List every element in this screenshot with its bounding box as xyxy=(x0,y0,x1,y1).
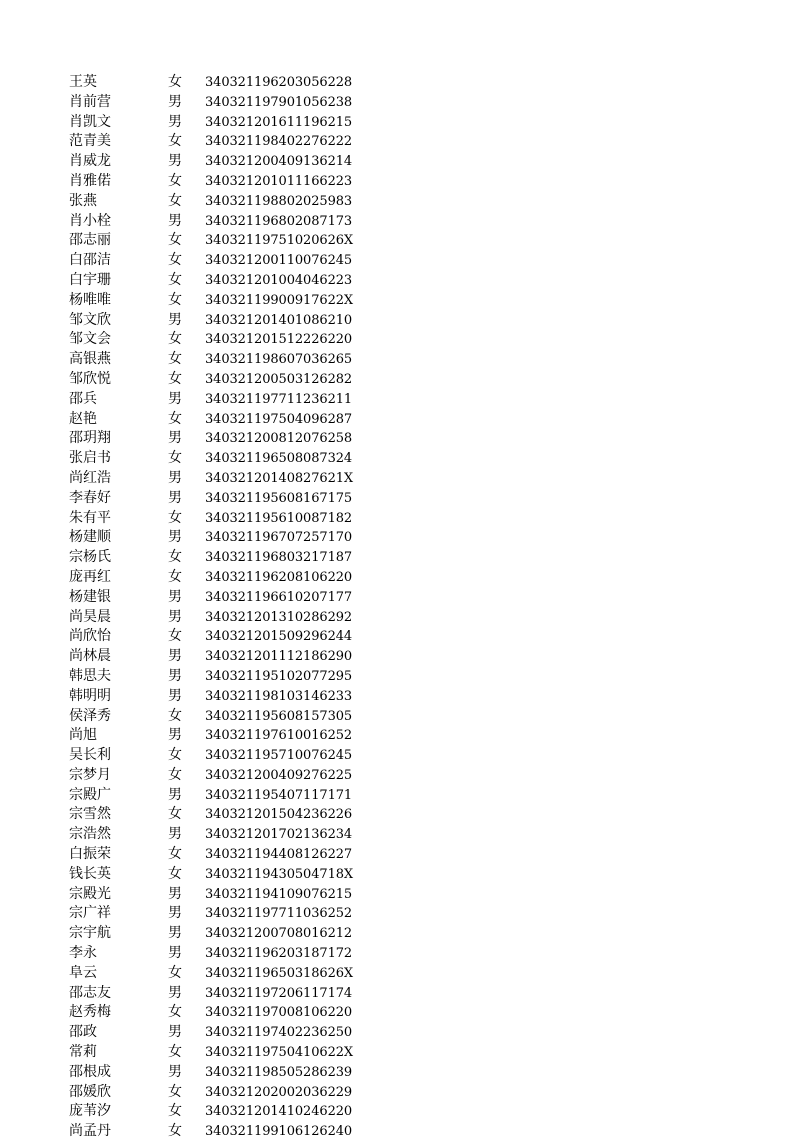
person-name: 庞苇汐 xyxy=(69,1103,111,1120)
person-name: 王英 xyxy=(69,74,97,90)
list-item xyxy=(69,449,369,469)
person-gender: 女 xyxy=(168,747,182,764)
list-item xyxy=(69,410,369,430)
person-name: 白宇珊 xyxy=(69,271,111,288)
list-item xyxy=(69,73,369,93)
list-item xyxy=(69,608,369,628)
person-id-number: 340321201504236226 xyxy=(205,807,353,823)
person-name: 李永 xyxy=(69,945,97,962)
person-gender: 女 xyxy=(168,370,182,387)
person-name: 吴长利 xyxy=(69,747,111,764)
person-gender: 女 xyxy=(168,568,182,585)
person-id-number: 34032119751020626X xyxy=(205,233,354,249)
list-item xyxy=(69,904,369,924)
person-gender: 男 xyxy=(168,826,182,843)
list-item xyxy=(69,93,369,113)
person-id-number: 340321198505286239 xyxy=(205,1064,353,1080)
list-item xyxy=(69,212,369,232)
roster-list xyxy=(69,73,369,1142)
person-id-number: 340321200110076245 xyxy=(205,253,353,269)
person-gender: 男 xyxy=(168,608,182,625)
list-item xyxy=(69,1102,369,1122)
list-item xyxy=(69,627,369,647)
person-gender: 女 xyxy=(168,172,182,189)
person-name: 赵艳 xyxy=(69,410,97,427)
person-gender: 女 xyxy=(168,1004,182,1021)
person-id-number: 340321197206117174 xyxy=(205,985,353,1001)
person-name: 宗雪然 xyxy=(69,806,111,823)
person-gender: 男 xyxy=(168,489,182,506)
person-name: 尚昊晨 xyxy=(69,608,111,625)
list-item xyxy=(69,924,369,944)
person-name: 尚欣怡 xyxy=(69,628,111,645)
person-id-number: 340321196707257170 xyxy=(205,530,353,546)
list-item xyxy=(69,588,369,608)
list-item xyxy=(69,984,369,1004)
person-name: 杨唯唯 xyxy=(69,291,111,308)
list-item xyxy=(69,350,369,370)
list-item xyxy=(69,489,369,509)
person-id-number: 340321200409276225 xyxy=(205,767,353,783)
person-gender: 男 xyxy=(168,93,182,110)
person-gender: 男 xyxy=(168,984,182,1001)
person-id-number: 340321194408126227 xyxy=(205,847,353,863)
person-gender: 男 xyxy=(168,648,182,665)
list-item xyxy=(69,568,369,588)
list-item xyxy=(69,132,369,152)
person-gender: 男 xyxy=(168,1024,182,1041)
person-id-number: 340321198607036265 xyxy=(205,352,353,368)
person-id-number: 340321196803217187 xyxy=(205,550,353,566)
person-id-number: 340321196203187172 xyxy=(205,946,353,962)
list-item xyxy=(69,726,369,746)
person-gender: 男 xyxy=(168,786,182,803)
list-item xyxy=(69,1003,369,1023)
person-gender: 男 xyxy=(168,905,182,922)
person-id-number: 340321197610016252 xyxy=(205,728,353,744)
person-gender: 男 xyxy=(168,212,182,229)
person-name: 邹文欣 xyxy=(69,311,111,328)
person-id-number: 340321201509296244 xyxy=(205,629,353,645)
person-name: 白邵洁 xyxy=(69,252,111,269)
person-name: 邹欣悦 xyxy=(69,370,111,387)
person-id-number: 340321196203056228 xyxy=(205,75,353,90)
person-id-number: 340321201401086210 xyxy=(205,312,353,328)
list-item xyxy=(69,509,369,529)
person-id-number: 340321197901056238 xyxy=(205,94,353,110)
person-name: 肖威龙 xyxy=(69,153,111,170)
person-name: 庞再红 xyxy=(69,568,111,585)
list-item xyxy=(69,1023,369,1043)
person-name: 宗殿广 xyxy=(69,786,111,803)
person-name: 阜云 xyxy=(69,964,97,981)
person-name: 杨建顺 xyxy=(69,529,111,546)
person-id-number: 340321196208106220 xyxy=(205,569,353,585)
person-name: 邵媛欣 xyxy=(69,1083,111,1100)
person-id-number: 340321201011166223 xyxy=(205,173,353,189)
person-id-number: 340321195102077295 xyxy=(205,668,353,684)
person-name: 张启书 xyxy=(69,450,111,467)
list-item xyxy=(69,1083,369,1103)
person-id-number: 340321195608167175 xyxy=(205,490,353,506)
person-name: 朱有平 xyxy=(69,509,111,526)
list-item xyxy=(69,647,369,667)
person-id-number: 340321197008106220 xyxy=(205,1005,353,1021)
list-item xyxy=(69,786,369,806)
list-item xyxy=(69,192,369,212)
person-gender: 男 xyxy=(168,667,182,684)
list-item xyxy=(69,271,369,291)
person-gender: 女 xyxy=(168,74,182,90)
person-gender: 女 xyxy=(168,846,182,863)
person-gender: 男 xyxy=(168,469,182,486)
person-name: 宗梦月 xyxy=(69,766,111,783)
person-gender: 女 xyxy=(168,291,182,308)
person-name: 邵志友 xyxy=(69,984,111,1001)
person-id-number: 34032119650318626X xyxy=(205,965,354,981)
person-name: 高银燕 xyxy=(69,351,111,368)
person-gender: 女 xyxy=(168,509,182,526)
person-name: 韩明明 xyxy=(69,687,111,704)
list-item xyxy=(69,1122,369,1142)
person-id-number: 34032120140827621X xyxy=(205,470,354,486)
person-gender: 男 xyxy=(168,390,182,407)
list-item xyxy=(69,865,369,885)
person-name: 邵政 xyxy=(69,1024,97,1041)
person-id-number: 340321201702136234 xyxy=(205,827,353,843)
person-id-number: 34032119430504718X xyxy=(205,866,354,882)
list-item xyxy=(69,707,369,727)
list-item xyxy=(69,469,369,489)
person-name: 邵志丽 xyxy=(69,232,111,249)
person-id-number: 340321196610207177 xyxy=(205,589,353,605)
person-id-number: 340321201112186290 xyxy=(205,649,353,665)
person-gender: 女 xyxy=(168,331,182,348)
list-item xyxy=(69,251,369,271)
person-id-number: 34032119750410622X xyxy=(205,1045,354,1061)
person-name: 韩思夫 xyxy=(69,667,111,684)
person-gender: 男 xyxy=(168,529,182,546)
person-name: 邵玥翔 xyxy=(69,430,111,447)
person-id-number: 340321199106126240 xyxy=(205,1124,353,1140)
list-item xyxy=(69,291,369,311)
person-id-number: 340321200503126282 xyxy=(205,371,353,387)
person-name: 宗杨氏 xyxy=(69,549,111,566)
person-gender: 男 xyxy=(168,430,182,447)
person-id-number: 340321202002036229 xyxy=(205,1084,353,1100)
person-gender: 女 xyxy=(168,450,182,467)
list-item xyxy=(69,311,369,331)
person-gender: 女 xyxy=(168,1044,182,1061)
list-item xyxy=(69,845,369,865)
person-id-number: 340321201611196215 xyxy=(205,114,353,130)
person-gender: 女 xyxy=(168,549,182,566)
person-gender: 女 xyxy=(168,707,182,724)
person-id-number: 340321197402236250 xyxy=(205,1025,353,1041)
person-gender: 女 xyxy=(168,133,182,150)
person-gender: 男 xyxy=(168,925,182,942)
person-gender: 女 xyxy=(168,1103,182,1120)
list-item xyxy=(69,687,369,707)
list-item xyxy=(69,964,369,984)
list-item xyxy=(69,330,369,350)
person-gender: 女 xyxy=(168,1123,182,1140)
person-gender: 女 xyxy=(168,964,182,981)
person-name: 钱长英 xyxy=(69,865,111,882)
list-item xyxy=(69,825,369,845)
person-id-number: 34032119900917622X xyxy=(205,292,354,308)
person-gender: 男 xyxy=(168,885,182,902)
list-item xyxy=(69,390,369,410)
person-gender: 男 xyxy=(168,1063,182,1080)
person-name: 侯泽秀 xyxy=(69,707,111,724)
person-gender: 女 xyxy=(168,806,182,823)
person-gender: 女 xyxy=(168,1083,182,1100)
list-item xyxy=(69,528,369,548)
person-id-number: 340321201512226220 xyxy=(205,332,353,348)
list-item xyxy=(69,370,369,390)
person-name: 肖前营 xyxy=(69,93,111,110)
person-gender: 女 xyxy=(168,351,182,368)
person-gender: 女 xyxy=(168,766,182,783)
list-item xyxy=(69,667,369,687)
person-gender: 男 xyxy=(168,113,182,130)
person-id-number: 340321195710076245 xyxy=(205,748,353,764)
person-gender: 女 xyxy=(168,410,182,427)
list-item xyxy=(69,805,369,825)
person-gender: 男 xyxy=(168,311,182,328)
person-name: 张燕 xyxy=(69,192,97,209)
person-name: 邵根成 xyxy=(69,1063,111,1080)
person-gender: 男 xyxy=(168,945,182,962)
person-id-number: 340321200708016212 xyxy=(205,926,353,942)
person-name: 宗广祥 xyxy=(69,905,111,922)
person-name: 尚红浩 xyxy=(69,469,111,486)
person-id-number: 340321195407117171 xyxy=(205,787,353,803)
person-id-number: 340321196508087324 xyxy=(205,451,353,467)
person-gender: 女 xyxy=(168,865,182,882)
person-id-number: 340321198802025983 xyxy=(205,193,353,209)
person-gender: 女 xyxy=(168,271,182,288)
person-gender: 男 xyxy=(168,687,182,704)
person-name: 肖小栓 xyxy=(69,212,111,229)
person-name: 宗浩然 xyxy=(69,826,111,843)
person-gender: 男 xyxy=(168,727,182,744)
person-id-number: 340321200812076258 xyxy=(205,431,353,447)
person-id-number: 340321195610087182 xyxy=(205,510,353,526)
person-id-number: 340321194109076215 xyxy=(205,886,353,902)
person-name: 赵秀梅 xyxy=(69,1004,111,1021)
person-id-number: 340321200409136214 xyxy=(205,154,353,170)
person-id-number: 340321197711036252 xyxy=(205,906,353,922)
person-id-number: 340321195608157305 xyxy=(205,708,353,724)
person-name: 杨建银 xyxy=(69,588,111,605)
person-id-number: 340321201004046223 xyxy=(205,272,353,288)
person-name: 尚旭 xyxy=(69,727,97,744)
person-gender: 女 xyxy=(168,192,182,209)
person-name: 宗宇航 xyxy=(69,925,111,942)
person-id-number: 340321201310286292 xyxy=(205,609,353,625)
person-name: 邹文会 xyxy=(69,331,111,348)
person-gender: 女 xyxy=(168,252,182,269)
list-item xyxy=(69,766,369,786)
person-id-number: 340321201410246220 xyxy=(205,1104,353,1120)
person-id-number: 340321197711236211 xyxy=(205,391,353,407)
person-name: 尚孟丹 xyxy=(69,1123,111,1140)
person-id-number: 340321198103146233 xyxy=(205,688,353,704)
list-item xyxy=(69,113,369,133)
person-name: 李春好 xyxy=(69,489,111,506)
list-item xyxy=(69,231,369,251)
list-item xyxy=(69,172,369,192)
person-id-number: 340321196802087173 xyxy=(205,213,353,229)
person-id-number: 340321198402276222 xyxy=(205,134,353,150)
person-gender: 男 xyxy=(168,153,182,170)
person-name: 邵兵 xyxy=(69,390,97,407)
person-gender: 男 xyxy=(168,588,182,605)
list-item xyxy=(69,1063,369,1083)
person-name: 宗殿光 xyxy=(69,885,111,902)
list-item xyxy=(69,429,369,449)
list-item xyxy=(69,746,369,766)
list-item xyxy=(69,944,369,964)
person-id-number: 340321197504096287 xyxy=(205,411,353,427)
person-name: 肖雅偌 xyxy=(69,172,111,189)
person-gender: 女 xyxy=(168,628,182,645)
person-name: 常莉 xyxy=(69,1044,97,1061)
person-gender: 女 xyxy=(168,232,182,249)
list-item xyxy=(69,548,369,568)
list-item xyxy=(69,1043,369,1063)
person-name: 尚林晨 xyxy=(69,648,111,665)
person-name: 白振荣 xyxy=(69,846,111,863)
list-item xyxy=(69,885,369,905)
person-name: 范青美 xyxy=(69,133,111,150)
list-item xyxy=(69,152,369,172)
person-name: 肖凯文 xyxy=(69,113,111,130)
